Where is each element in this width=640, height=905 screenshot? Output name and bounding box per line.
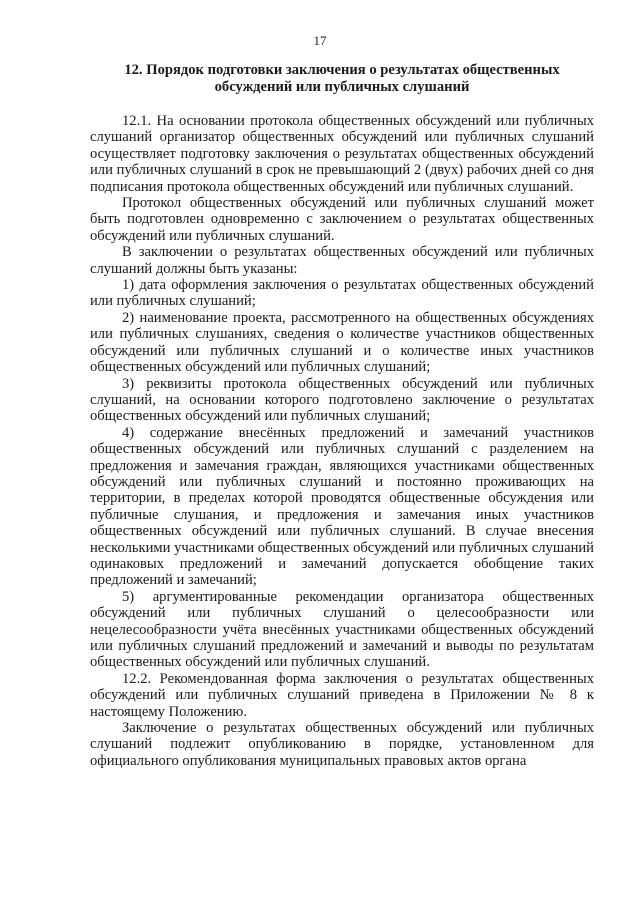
section-heading: 12. Порядок подготовки заключения о результатах общественных обсуждений или публичных слушаний — [124, 62, 560, 95]
list-item-2: 2) наименование проекта, рассмотренного на общественных обсуждениях или публичных слушаниях, сведения о количестве участников общественных обсуждений или публичных слушаний и о количестве иных участников общественных обсуждений или публичных слушаний; — [90, 309, 594, 376]
page-number: 17 — [313, 33, 327, 48]
list-item-3: 3) реквизиты протокола общественных обсуждений или публичных слушаний, на основании которого подготовлено заключение о результатах общественных обсуждений или публичных слушаний; — [90, 375, 594, 425]
document-body — [90, 113, 594, 769]
paragraph-conclusion-contents: В заключении о результатах общественных обсуждений или публичных слушаний должны быть указаны: — [90, 244, 594, 277]
list-item-1: 1) дата оформления заключения о результатах общественных обсуждений или публичных слушаний; — [90, 277, 594, 310]
paragraph-protocol: Протокол общественных обсуждений или публичных слушаний может быть подготовлен одновременно с заключением о результатах общественных обсуждений или публичных слушаний. — [90, 195, 594, 244]
paragraph-12-2: 12.2. Рекомендованная форма заключения о результатах общественных обсуждений или публичных слушаний приведена в Приложении № 8 к настоящему Положению. — [90, 670, 594, 720]
list-item-4: 4) содержание внесённых предложений и замечаний участников общественных обсуждений или публичных слушаний с разделением на предложения и замечания граждан, являющихся участниками общественных обсуждений или публичных слушаний и постоянно проживающих на территории, в пределах которой проводятся общественные обсуждения или публичные слушания, и предложения и замечания иных участников общественных обсуждений или публичных слушаний. В случае внесения несколькими участниками общественных обсуждений или публичных слушаний одинаковых предложений и замечаний допускается обобщение таких предложений и замечаний; — [90, 424, 594, 589]
list-item-5: 5) аргументированные рекомендации организатора общественных обсуждений или публичных слушаний о целесообразности или нецелесообразности учёта внесённых участниками общественных обсуждений или публичных слушаний предложений и замечаний и выводы по результатам общественных обсуждений или публичных слушаний. — [90, 588, 594, 671]
paragraph-publication: Заключение о результатах общественных обсуждений или публичных слушаний подлежит опубликованию в порядке, установленном для официального опубликования муниципальных правовых актов органа — [90, 720, 594, 769]
paragraph-12-1: 12.1. На основании протокола общественных обсуждений или публичных слушаний организатор общественных обсуждений или публичных слушаний осуществляет подготовку заключения о результатах общественных обсуждений или публичных слушаний в срок не превышающий 2 (двух) рабочих дней со дня подписания протокола общественных обсуждений или публичных слушаний. — [90, 113, 594, 195]
